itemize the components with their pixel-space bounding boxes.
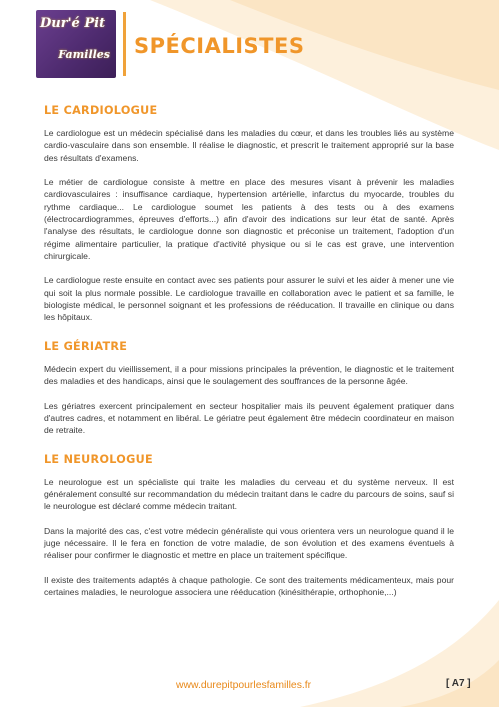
section-title: LE NEUROLOGUE xyxy=(44,452,153,466)
logo xyxy=(36,10,116,78)
header-divider xyxy=(123,12,126,76)
paragraph: Médecin expert du vieillissement, il a pour missions principales la prévention, le diagnostic et le traitement des maladies et des handicaps, ainsi que le soulagement des souffrances de la personne âgée. xyxy=(44,363,454,387)
section-cardiologue xyxy=(44,104,454,324)
paragraph: Il existe des traitements adaptés à chaque pathologie. Ce sont des traitements médicamenteux, mais pour certaines maladies, le neurologue associera une rééducation (kinésithérapie, orthophonie,...) xyxy=(44,574,454,597)
section-title: LE GÉRIATRE xyxy=(44,339,128,353)
paragraph: Le cardiologue est un médecin spécialisé dans les maladies du cœur, et dans les troubles liés au système cardio-vasculaire dans son ensemble. Il réalise le diagnostic, et prescrit le traitement approprié sur la base des résultats d'examens. xyxy=(44,128,454,163)
paragraph: Les gériatres exercent principalement en secteur hospitalier mais ils peuvent également pratiquer dans d'autres cadres, et notamment en libéral. Le gériatre peut également être médecin coordinateur en maison de retraite. xyxy=(44,400,454,436)
paragraph: Le cardiologue reste ensuite en contact avec ses patients pour assurer le suivi et les aider à mener une vie qui soit la plus normale possible. Le cardiologue travaille en collaboration avec le patient et sa famille, le biologiste médical, le personnel soignant et les professions de rééducation. Il travaille en clinique ou dans les hôpitaux. xyxy=(44,275,454,323)
footer-website-link[interactable]: www.durepitpourlesfamilles.fr xyxy=(176,680,312,691)
main-content xyxy=(44,104,454,610)
paragraph: Le métier de cardiologue consiste à mettre en place des mesures visant à prévenir les maladies cardiovasculaires : insuffisance cardiaque, hypertension artérielle, infarctus du myocarde, troubles du rythme cardiaque... Le cardiologue soumet les patients à des tests ou à des examens (électrocardiogrammes, épreuves d'efforts...) afin d'avoir des indications sur leur état de santé. Après l'analyse des résultats, le cardiologue donne son diagnostic et préconise un traitement, l'adoption d'un régime alimentaire particulier, la pratique d'activité physique ou si le cas est grave, une intervention chirurgicale. xyxy=(44,177,454,262)
paragraph: Dans la majorité des cas, c'est votre médecin généraliste qui vous orientera vers un neurologue quand il le juge nécessaire. Il le fera en fonction de votre maladie, de son évolution et des examens éventuels à réaliser pour confirmer le diagnostic et mettre en place un traitement spécifique. xyxy=(44,525,454,561)
page-title: SPÉCIALISTES xyxy=(134,34,305,58)
logo-line1: Dur'é Pit xyxy=(40,16,106,31)
section-title: LE CARDIOLOGUE xyxy=(44,104,158,117)
section-neurologue xyxy=(44,453,454,599)
paragraph: Le neurologue est un spécialiste qui traite les maladies du cerveau et du système nerveux. Il est généralement consulté sur recommandation du médecin traitant dans le cadre du parcours de soins, sauf si le neurologue est déclaré comme médecin traitant. xyxy=(44,476,454,512)
section-geriatre xyxy=(44,340,454,437)
logo-line2: Familles xyxy=(58,48,110,61)
page-number: [ A7 ] xyxy=(446,678,471,689)
